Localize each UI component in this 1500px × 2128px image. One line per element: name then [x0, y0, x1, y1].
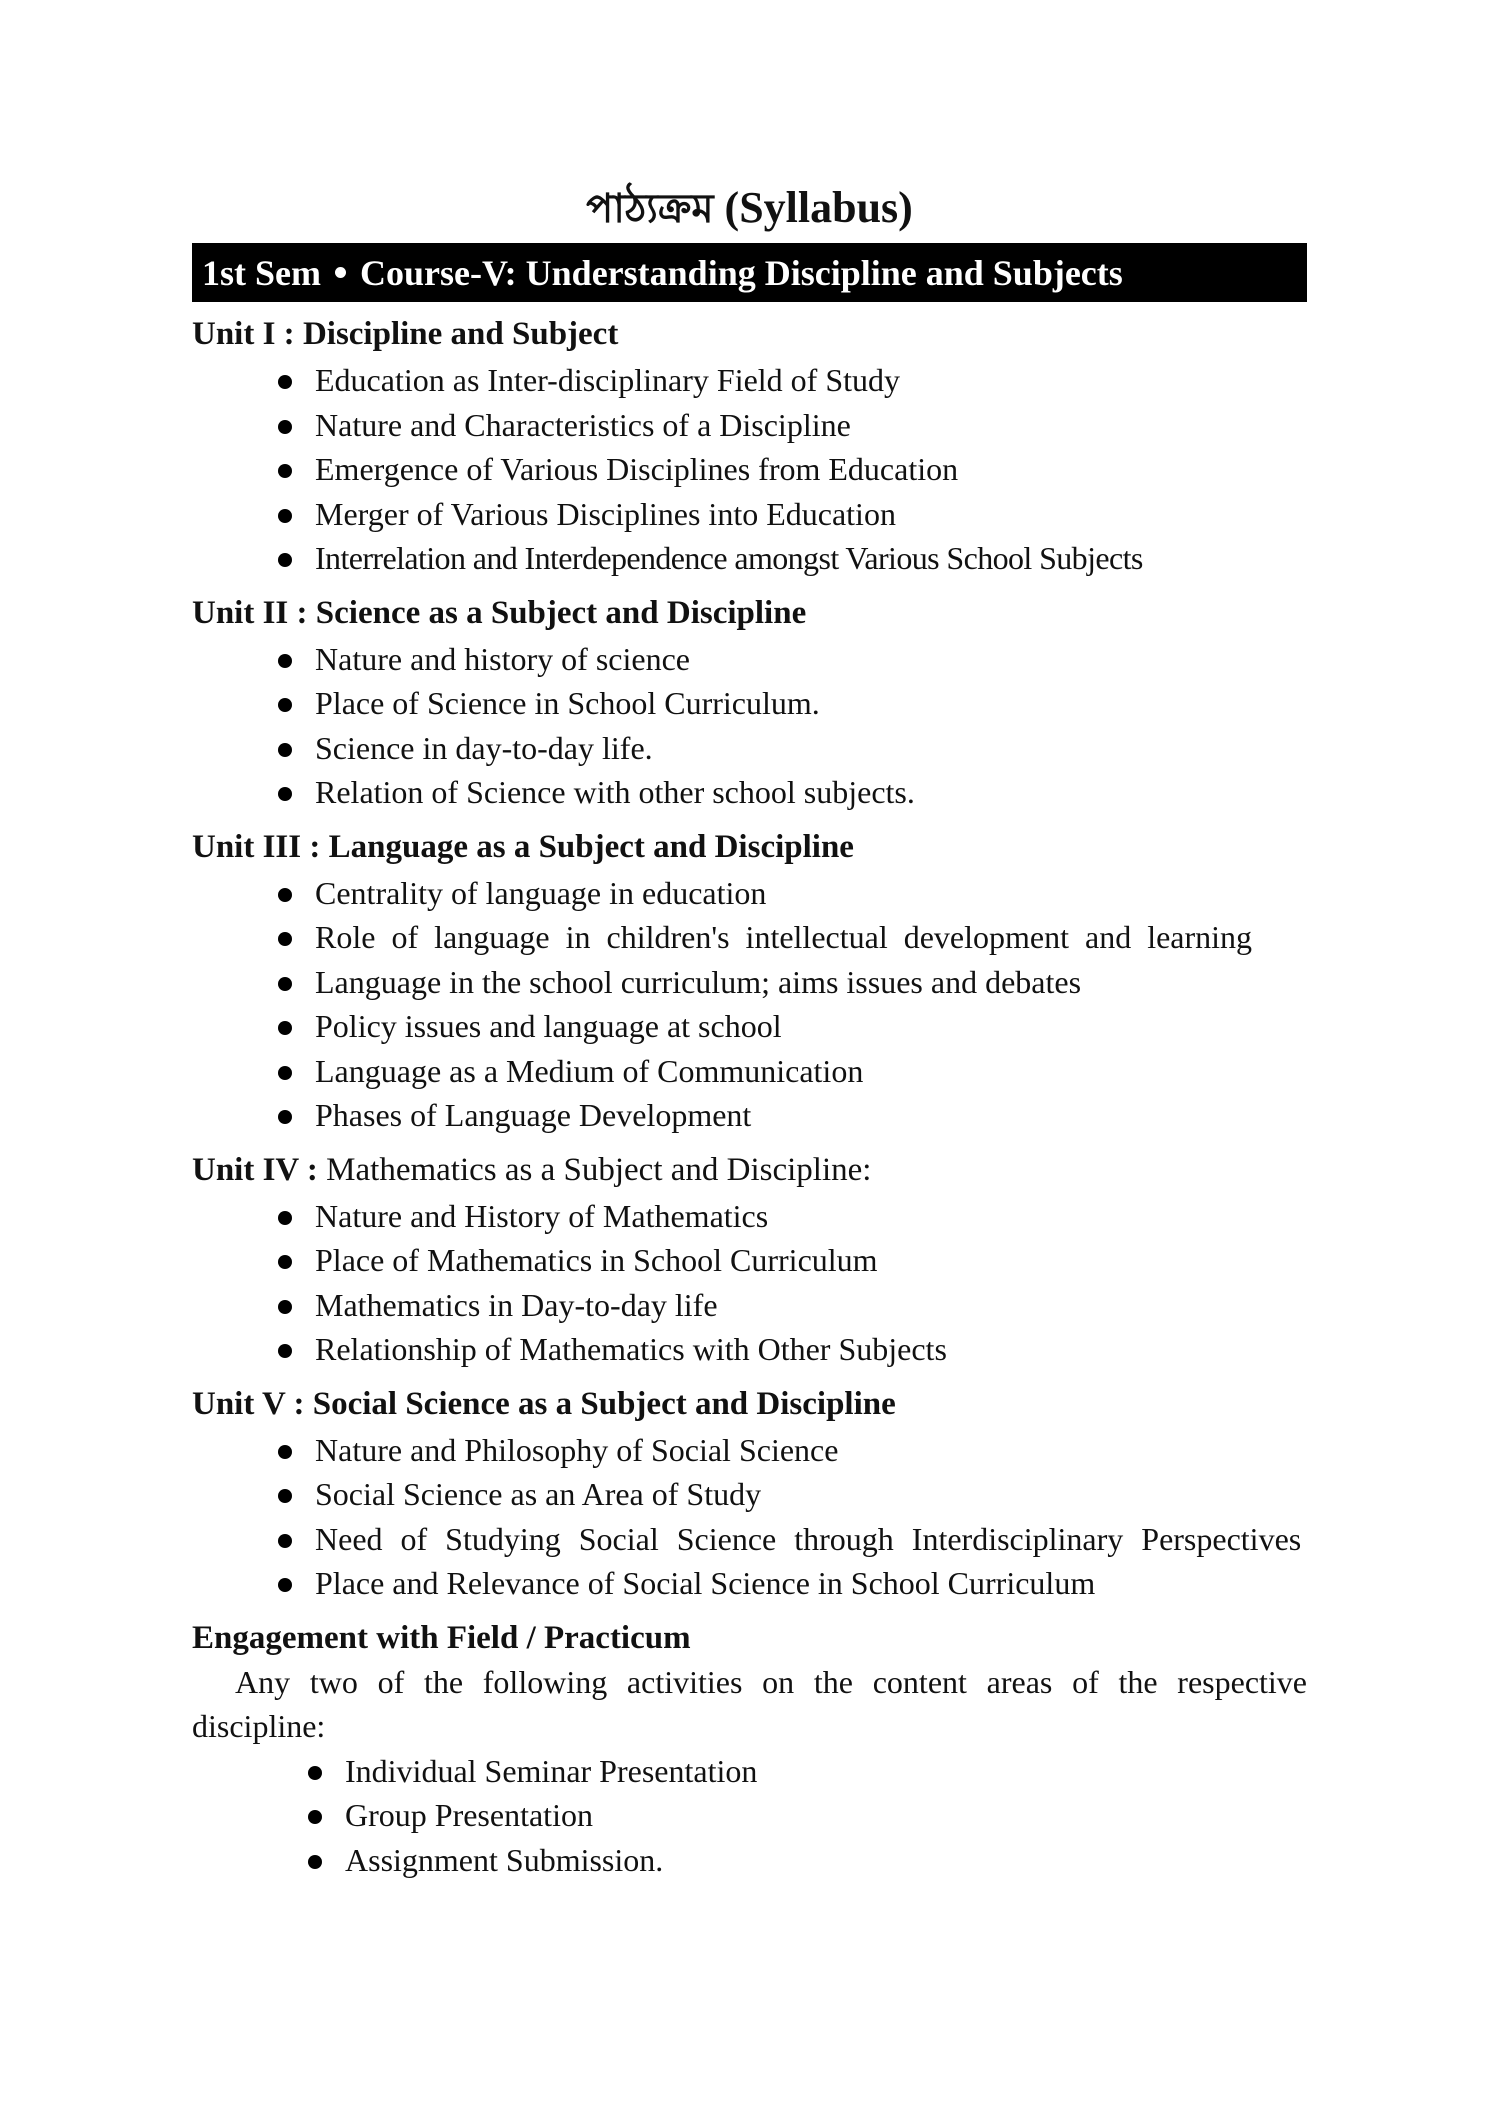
topic-item: Centrality of language in education	[192, 871, 1307, 916]
page-title	[192, 178, 1307, 239]
bullet-icon	[278, 1255, 292, 1269]
bullet-separator-icon	[335, 267, 346, 278]
bullet-icon	[278, 1489, 292, 1503]
topic-item: Language in the school curriculum; aims issues and debates	[192, 960, 1307, 1005]
unit-title: Mathematics as a Subject and Discipline:	[326, 1151, 872, 1188]
bullet-icon	[278, 375, 292, 389]
unit-topic-list	[192, 871, 1307, 1138]
topic-item: Need of Studying Social Science through Interdisciplinary Perspectives	[192, 1517, 1307, 1562]
unit-heading	[192, 825, 1307, 871]
topic-item: Place and Relevance of Social Science in School Curriculum	[192, 1561, 1307, 1606]
topic-item: Emergence of Various Disciplines from Education	[192, 447, 1307, 492]
title-english: (Syllabus)	[724, 183, 913, 232]
topic-item: Nature and Characteristics of a Discipline	[192, 403, 1307, 448]
bullet-icon	[278, 698, 292, 712]
unit-label: Unit IV :	[192, 1151, 318, 1188]
bullet-icon	[278, 553, 292, 567]
bullet-icon	[278, 743, 292, 757]
bullet-icon	[278, 464, 292, 478]
bullet-icon	[278, 1534, 292, 1548]
bullet-icon	[308, 1810, 322, 1824]
bullet-icon	[278, 977, 292, 991]
activity-list	[192, 1749, 1307, 1883]
topic-item: Relationship of Mathematics with Other Subjects	[192, 1327, 1307, 1372]
topic-item: Language as a Medium of Communication	[192, 1049, 1307, 1094]
bullet-icon	[278, 420, 292, 434]
unit-section	[192, 825, 1307, 1138]
bullet-icon	[278, 1344, 292, 1358]
bullet-icon	[278, 1110, 292, 1124]
bullet-icon	[278, 1300, 292, 1314]
bullet-icon	[278, 1578, 292, 1592]
unit-label: Unit II :	[192, 594, 308, 631]
unit-heading	[192, 1382, 1307, 1428]
bullet-icon	[278, 1445, 292, 1459]
unit-heading	[192, 1148, 1307, 1194]
unit-topic-list	[192, 1428, 1307, 1606]
topic-item: Interrelation and Interdependence amongst Various School Subjects	[192, 536, 1307, 581]
bullet-icon	[278, 932, 292, 946]
unit-heading	[192, 591, 1307, 637]
unit-topic-list	[192, 637, 1307, 815]
unit-title: Science as a Subject and Discipline	[315, 594, 807, 631]
bullet-icon	[308, 1855, 322, 1869]
bullet-icon	[278, 1066, 292, 1080]
topic-item: Nature and Philosophy of Social Science	[192, 1428, 1307, 1473]
bullet-icon	[278, 1021, 292, 1035]
topic-item: Education as Inter-disciplinary Field of Study	[192, 358, 1307, 403]
topic-item: Social Science as an Area of Study	[192, 1472, 1307, 1517]
topic-item: Merger of Various Disciplines into Education	[192, 492, 1307, 537]
topic-item: Role of language in children's intellectual development and learning	[192, 915, 1307, 960]
bullet-icon	[308, 1766, 322, 1780]
course-title: Course-V: Understanding Discipline and Subjects	[360, 252, 1123, 293]
syllabus-content	[192, 312, 1307, 1882]
topic-item: Policy issues and language at school	[192, 1004, 1307, 1049]
unit-topic-list	[192, 1194, 1307, 1372]
unit-label: Unit V :	[192, 1385, 305, 1422]
topic-item: Mathematics in Day-to-day life	[192, 1283, 1307, 1328]
bullet-icon	[278, 787, 292, 801]
topic-item: Place of Mathematics in School Curriculum	[192, 1238, 1307, 1283]
unit-title: Social Science as a Subject and Discipline	[312, 1385, 896, 1422]
unit-heading	[192, 312, 1307, 358]
topic-item: Place of Science in School Curriculum.	[192, 681, 1307, 726]
topic-item: Science in day-to-day life.	[192, 726, 1307, 771]
semester-label: 1st Sem	[202, 252, 321, 293]
topic-item: Nature and history of science	[192, 637, 1307, 682]
activity-item: Assignment Submission.	[192, 1838, 1307, 1883]
topic-item: Phases of Language Development	[192, 1093, 1307, 1138]
topic-item: Nature and History of Mathematics	[192, 1194, 1307, 1239]
unit-topic-list	[192, 358, 1307, 581]
course-header-bar	[192, 243, 1307, 302]
unit-title: Language as a Subject and Discipline	[328, 828, 854, 865]
topic-item: Relation of Science with other school subjects.	[192, 770, 1307, 815]
bullet-icon	[278, 654, 292, 668]
activity-item: Individual Seminar Presentation	[192, 1749, 1307, 1794]
unit-label: Unit I :	[192, 316, 295, 352]
unit-section	[192, 591, 1307, 815]
bullet-icon	[278, 509, 292, 523]
unit-section	[192, 1382, 1307, 1606]
engagement-intro: Any two of the following activities on the content areas of the respective discipline:	[192, 1663, 1307, 1744]
unit-title: Discipline and Subject	[302, 316, 619, 352]
unit-section	[192, 312, 1307, 581]
unit-section	[192, 1148, 1307, 1372]
engagement-section	[192, 1616, 1307, 1883]
bullet-icon	[278, 1211, 292, 1225]
unit-label: Unit III :	[192, 828, 321, 865]
activity-item: Group Presentation	[192, 1793, 1307, 1838]
title-bengali: পাঠ্যক্রম	[586, 186, 714, 232]
engagement-heading: Engagement with Field / Practicum	[192, 1619, 691, 1656]
bullet-icon	[278, 888, 292, 902]
